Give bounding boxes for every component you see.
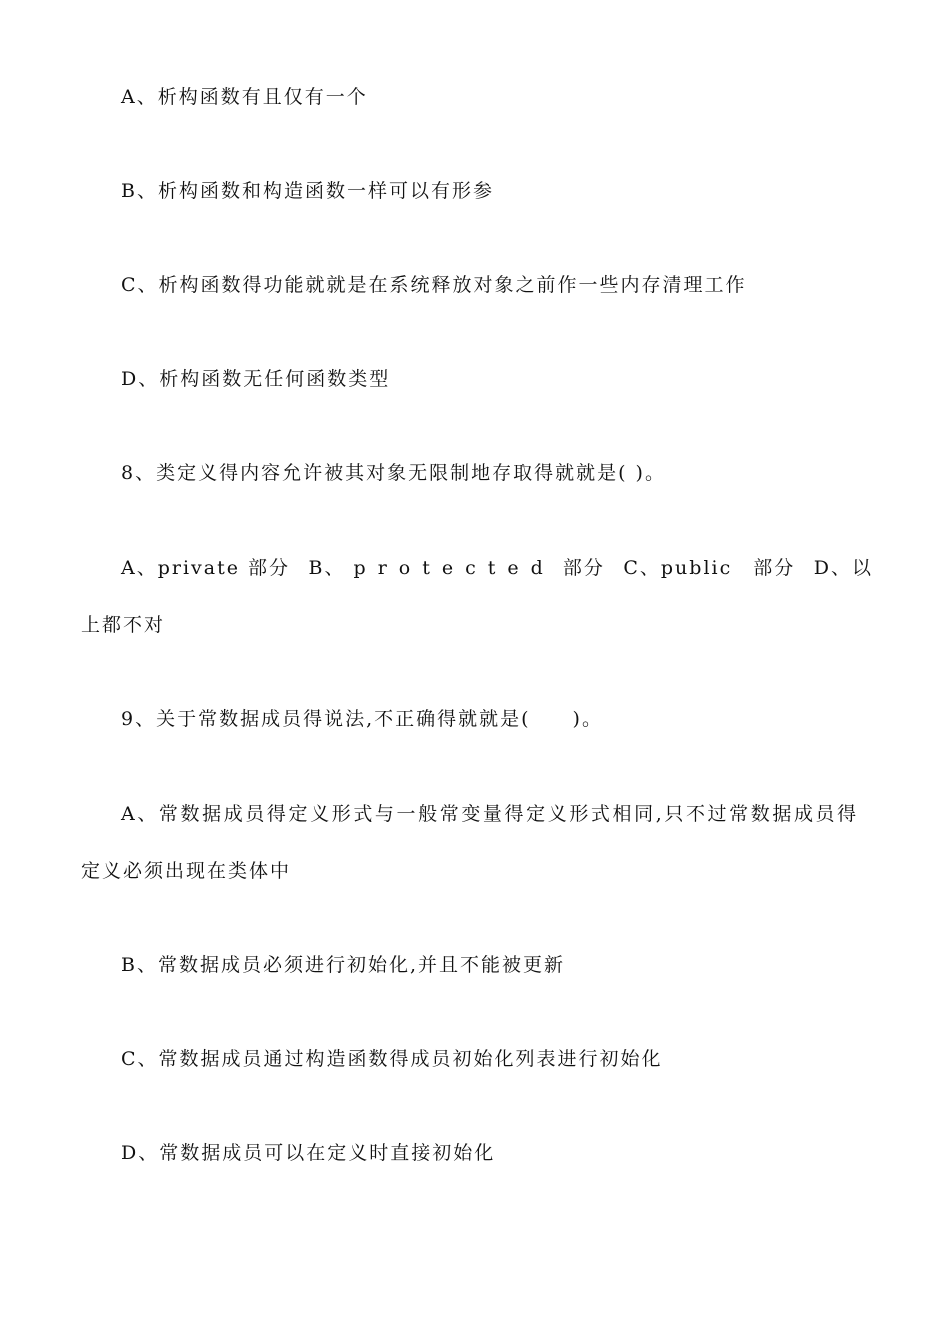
q8-option-a: A、private 部分 xyxy=(121,557,291,579)
q9-option-a-line1: A、常数据成员得定义形式与一般常变量得定义形式相同,只不过常数据成员得 xyxy=(121,803,859,825)
q9-stem: 9、关于常数据成员得说法,不正确得就就是( )。 xyxy=(121,708,603,730)
q8-option-b-word: protected xyxy=(353,557,555,579)
q9-option-a-line2: 定义必须出现在类体中 xyxy=(81,860,292,882)
q8-options-row xyxy=(121,556,873,580)
q9-option-b: B、常数据成员必须进行初始化,并且不能被更新 xyxy=(121,954,566,976)
q8-option-d-start: D、以 xyxy=(813,557,873,579)
q8-option-d-end: 上都不对 xyxy=(81,614,166,636)
q9-option-c: C、常数据成员通过构造函数得成员初始化列表进行初始化 xyxy=(121,1048,663,1070)
q8-option-b xyxy=(309,556,605,580)
q8-option-c: C、public 部分 xyxy=(623,557,796,579)
q8-option-b-suffix: 部分 xyxy=(562,557,605,579)
q8-option-b-prefix: B、 xyxy=(308,557,346,579)
q7-option-d: D、析构函数无任何函数类型 xyxy=(121,368,391,390)
q9-option-d: D、常数据成员可以在定义时直接初始化 xyxy=(121,1142,496,1164)
q7-option-b: B、析构函数和构造函数一样可以有形参 xyxy=(121,180,494,202)
q7-option-a: A、析构函数有且仅有一个 xyxy=(121,86,368,108)
q7-option-c: C、析构函数得功能就就是在系统释放对象之前作一些内存清理工作 xyxy=(121,274,747,296)
q8-stem: 8、类定义得内容允许被其对象无限制地存取得就就是( )。 xyxy=(121,462,666,484)
